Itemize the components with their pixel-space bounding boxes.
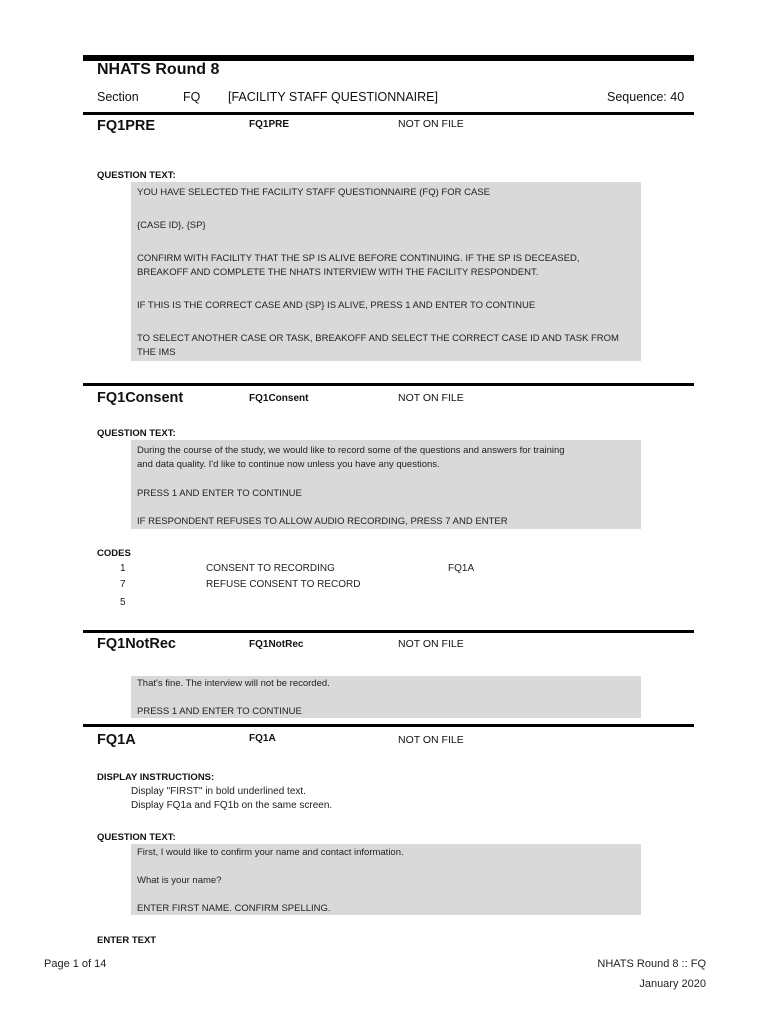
file-status: NOT ON FILE [398,638,464,650]
codes-label: CODES [97,548,131,559]
question-text-label: QUESTION TEXT: [97,832,176,843]
section-label: Section [97,90,139,104]
question-text-box [131,676,641,718]
question-text-label: QUESTION TEXT: [97,170,176,181]
document-title: NHATS Round 8 [97,61,220,78]
display-instruction-line: Display FQ1a and FQ1b on the same screen. [131,800,333,811]
variable-name: FQ1NotRec [249,639,304,650]
question-line: YOU HAVE SELECTED THE FACILITY STAFF QUESTIONNAIRE (FQ) FOR CASE [137,187,490,198]
question-line: CONFIRM WITH FACILITY THAT THE SP IS ALIVE BEFORE CONTINUING. IF THE SP IS DECEASED, [137,253,580,264]
question-line: BREAKOFF AND COMPLETE THE NHATS INTERVIEW WITH THE FACILITY RESPONDENT. [137,267,539,278]
footer-doc-name: NHATS Round 8 :: FQ [597,958,706,970]
variable-name: FQ1PRE [249,119,290,130]
question-name: FQ1NotRec [97,636,176,652]
question-line: THE IMS [137,347,176,358]
file-status: NOT ON FILE [398,392,464,404]
question-line: PRESS 1 AND ENTER TO CONTINUE [137,488,302,499]
question-name: FQ1A [97,732,136,748]
question-rule [83,630,694,633]
header-rule [83,112,694,115]
enter-text-label: ENTER TEXT [97,935,157,946]
code-goto: FQ1A [448,563,475,574]
display-instructions-label: DISPLAY INSTRUCTIONS: [97,772,215,783]
question-rule [83,724,694,727]
variable-name: FQ1Consent [249,393,309,404]
section-code: FQ [183,90,201,104]
question-line: and data quality. I'd like to continue now unless you have any questions. [137,459,440,470]
question-rule [83,383,694,386]
question-text-box [131,440,641,529]
display-instruction-line: Display "FIRST" in bold underlined text. [131,786,306,797]
question-line: IF THIS IS THE CORRECT CASE AND {SP} IS ALIVE, PRESS 1 AND ENTER TO CONTINUE [137,300,536,311]
question-line: PRESS 1 AND ENTER TO CONTINUE [137,706,302,717]
question-text-box [131,182,641,361]
question-line: What is your name? [137,875,222,886]
file-status: NOT ON FILE [398,734,464,746]
question-text-box [131,844,641,915]
question-line: TO SELECT ANOTHER CASE OR TASK, BREAKOFF AND SELECT THE CORRECT CASE ID AND TASK FROM [137,333,619,344]
question-line: {CASE ID}, {SP} [137,220,206,231]
code-value: 7 [120,579,126,590]
file-status: NOT ON FILE [398,118,464,130]
code-value: 1 [120,563,126,574]
question-name: FQ1Consent [97,390,184,406]
question-text-label: QUESTION TEXT: [97,428,176,439]
footer-date: January 2020 [639,978,706,990]
variable-name: FQ1A [249,733,276,744]
question-line: That's fine. The interview will not be recorded. [137,678,330,689]
question-line: ENTER FIRST NAME. CONFIRM SPELLING. [137,903,331,914]
section-name: [FACILITY STAFF QUESTIONNAIRE] [228,90,438,104]
page-number: Page 1 of 14 [44,958,107,970]
question-line: IF RESPONDENT REFUSES TO ALLOW AUDIO RECORDING, PRESS 7 AND ENTER [137,516,508,527]
question-line: First, I would like to confirm your name and contact information. [137,847,404,858]
question-line: During the course of the study, we would like to record some of the questions and answers for training [137,445,565,456]
code-label: REFUSE CONSENT TO RECORD [206,579,361,590]
sequence-number: Sequence: 40 [607,90,685,104]
code-value: 5 [120,597,126,608]
question-name: FQ1PRE [97,118,156,134]
code-label: CONSENT TO RECORDING [206,563,335,574]
